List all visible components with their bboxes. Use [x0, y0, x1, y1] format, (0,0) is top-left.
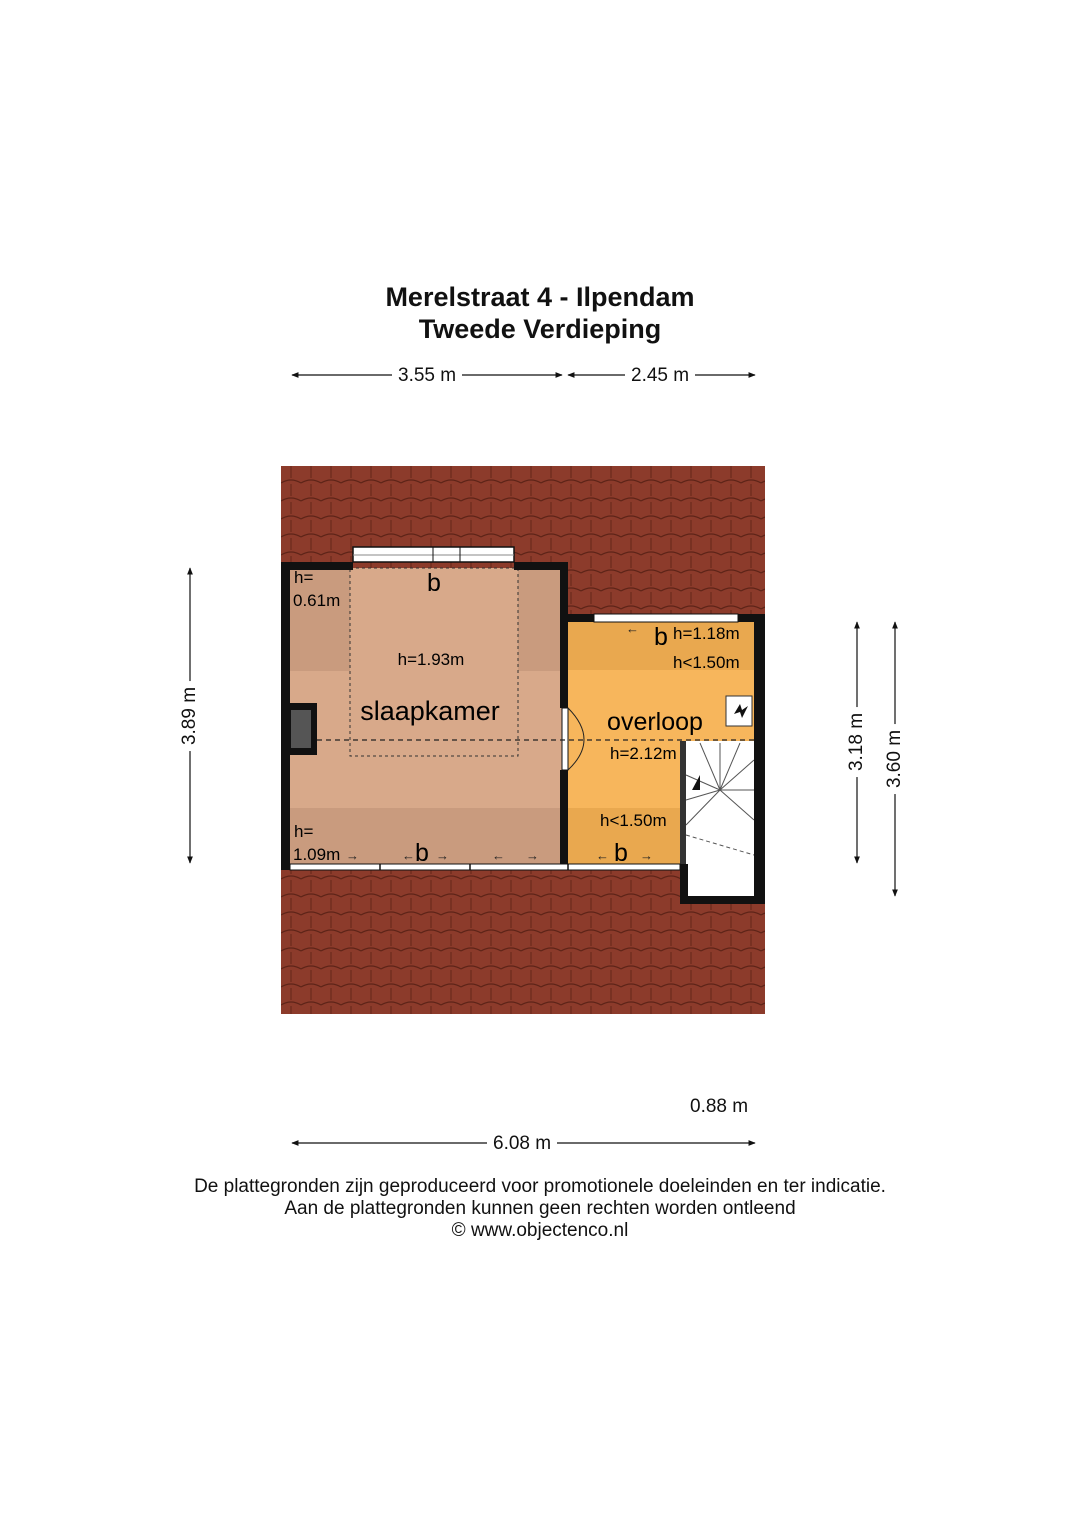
slaapkamer-height-bottom-left-2: 1.09m [293, 845, 341, 864]
slaapkamer-height-top-left-1: h= [294, 568, 314, 587]
dim-top-left: 3.55 m [392, 365, 462, 387]
arrow-left-icon: ← [492, 848, 505, 863]
overloop-label: overloop [607, 708, 703, 736]
disclaimer-line-1: De plattegronden zijn geproduceerd voor promotionele doeleinden en ter indicatie. [194, 1176, 886, 1197]
overloop-height-bottom: h<1.50m [600, 811, 667, 830]
arrow-left-icon: ← [402, 848, 415, 863]
overloop-height-top-2: h<1.50m [673, 653, 740, 672]
slaapkamer-storage-bottom: b [415, 839, 429, 867]
overloop-storage-bottom: b [614, 839, 628, 867]
arrow-right-icon: → [346, 848, 359, 863]
dim-left: 3.89 m [179, 681, 201, 751]
floor-name: Tweede Verdieping [418, 314, 662, 344]
dim-bottom-small: 0.88 m [690, 1096, 749, 1117]
slaapkamer-height-top-left-2: 0.61m [293, 591, 341, 610]
arrow-right-icon: → [526, 848, 539, 863]
copyright-link[interactable]: © www.objectenco.nl [451, 1220, 629, 1241]
chimney-inner [291, 710, 311, 748]
slaapkamer-height: h=1.93m [397, 650, 465, 669]
dim-bottom-total: 6.08 m [487, 1133, 557, 1155]
stair-landing [686, 864, 754, 896]
arrow-left-icon: ← [626, 621, 639, 636]
dim-right-outer: 3.60 m [884, 724, 906, 794]
arrow-right-icon: → [436, 848, 449, 863]
disclaimer-line-2: Aan de plattegronden kunnen geen rechten worden ontleend [284, 1198, 796, 1219]
slaapkamer-height-bottom-left-1: h= [294, 822, 314, 841]
dim-top-right: 2.45 m [625, 365, 695, 387]
plan-title: Merelstraat 4 - Ilpendam [385, 282, 695, 312]
arrow-right-icon: → [640, 848, 653, 863]
door-frame [562, 708, 568, 770]
slaapkamer-storage-top: b [427, 569, 441, 597]
arrow-left-icon: ← [596, 848, 609, 863]
dim-right-inner: 3.18 m [846, 707, 868, 777]
overloop-height-top-1: h=1.18m [673, 624, 740, 643]
slaapkamer-label: slaapkamer [360, 696, 500, 726]
overloop-height: h=2.12m [610, 744, 677, 763]
overloop-storage-top: b [654, 623, 668, 651]
